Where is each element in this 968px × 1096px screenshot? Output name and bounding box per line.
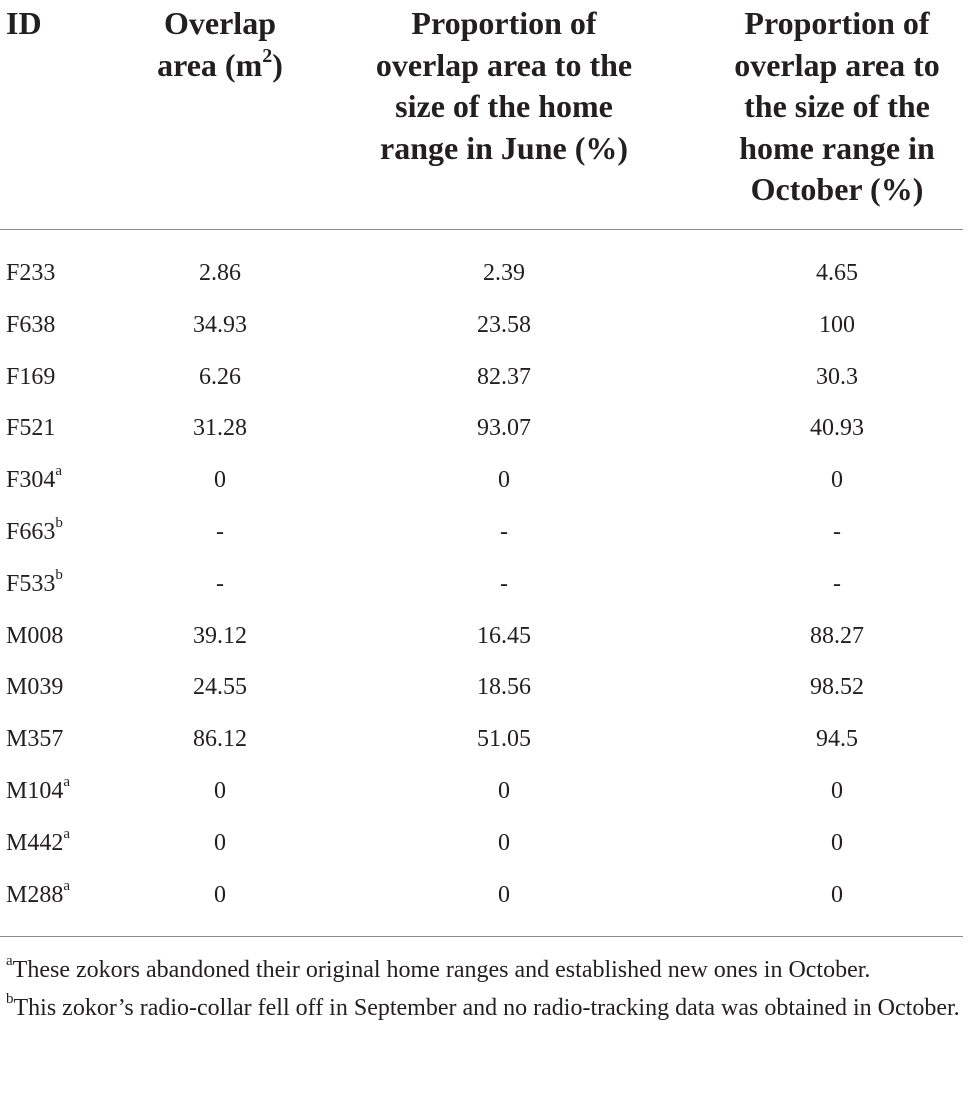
- table-row: [0, 818, 968, 870]
- cell-june-proportion: 0: [498, 881, 510, 908]
- cell-june-proportion: 2.39: [483, 260, 525, 286]
- header-june-line: Proportion of: [411, 5, 597, 41]
- cell-june-proportion: 18.56: [477, 674, 531, 701]
- cell-overlap-area: 39.12: [193, 622, 247, 649]
- cell-october-proportion: 30.3: [816, 363, 858, 390]
- cell-june-proportion: 0: [498, 467, 510, 494]
- header-overlap-area: [125, 3, 315, 86]
- cell-id: [6, 611, 63, 663]
- cell-june-proportion: -: [500, 570, 508, 597]
- header-october-proportion: [706, 3, 968, 211]
- cell-june-proportion: 82.37: [477, 363, 531, 390]
- cell-id-text: M288: [6, 881, 64, 908]
- cell-october-proportion: 94.5: [816, 726, 858, 753]
- cell-id: [6, 248, 55, 300]
- table-row: [0, 766, 968, 818]
- cell-october-proportion: 0: [831, 829, 843, 856]
- footnote-marker: b: [55, 514, 63, 531]
- header-october-line: overlap area to: [734, 46, 940, 83]
- cell-june-proportion: -: [500, 518, 508, 545]
- table-row: [0, 248, 968, 300]
- cell-id: [6, 507, 63, 559]
- header-october-line: Proportion of: [744, 5, 930, 41]
- cell-overlap-area: 0: [214, 829, 226, 856]
- footnote-text: These zokors abandoned their original home ranges and established new ones in October.: [12, 957, 871, 983]
- cell-october-proportion: -: [833, 570, 841, 597]
- header-june-line: overlap area to the: [375, 46, 633, 83]
- cell-id-text: M357: [6, 726, 64, 753]
- footnote-mark: a: [6, 953, 13, 969]
- cell-id: [6, 818, 70, 870]
- header-overlap-close: ): [272, 46, 283, 83]
- footnotes: [6, 952, 962, 1028]
- footnote: [6, 990, 962, 1026]
- cell-id-text: F304: [6, 467, 56, 494]
- cell-october-proportion: 100: [819, 311, 855, 338]
- cell-id-text: F638: [6, 311, 56, 338]
- cell-october-proportion: 40.93: [810, 415, 864, 442]
- cell-october-proportion: 4.65: [816, 260, 858, 286]
- cell-overlap-area: 31.28: [193, 415, 247, 442]
- cell-overlap-area: 0: [214, 777, 226, 804]
- cell-october-proportion: 0: [831, 881, 843, 908]
- table-row: [0, 403, 968, 455]
- footnote-text: This zokor’s radio-collar fell off in September and no radio-tracking data was obtained in October.: [13, 995, 960, 1021]
- cell-june-proportion: 51.05: [477, 726, 531, 753]
- cell-overlap-area: 2.86: [199, 260, 241, 286]
- cell-id-text: F663: [6, 518, 56, 545]
- footnote-marker: a: [63, 773, 71, 790]
- cell-overlap-area: 6.26: [199, 363, 241, 390]
- table-row: [0, 559, 968, 611]
- footnote-mark: b: [6, 991, 14, 1007]
- cell-id-text: F233: [6, 260, 56, 286]
- footnote-marker: a: [63, 825, 71, 842]
- cell-id: [6, 714, 63, 766]
- cell-id: [6, 662, 63, 714]
- table-row: [0, 300, 968, 352]
- cell-id: [6, 455, 62, 507]
- cell-id-text: M442: [6, 829, 64, 856]
- cell-id: [6, 300, 55, 352]
- table-row: [0, 455, 968, 507]
- table-header: [0, 0, 968, 226]
- cell-overlap-area: 34.93: [193, 311, 247, 338]
- cell-id-text: F521: [6, 415, 56, 442]
- header-divider: [0, 229, 963, 230]
- cell-id-text: F533: [6, 570, 56, 597]
- cell-id-text: M008: [6, 622, 64, 649]
- cell-overlap-area: -: [216, 518, 224, 545]
- footnote: [6, 952, 962, 988]
- cell-overlap-area: 24.55: [193, 674, 247, 701]
- header-overlap-line-2: [125, 45, 315, 87]
- table-row: [0, 611, 968, 663]
- header-overlap-unit-sup: 2: [262, 44, 273, 67]
- cell-october-proportion: 0: [831, 777, 843, 804]
- cell-october-proportion: 0: [831, 467, 843, 494]
- cell-overlap-area: 0: [214, 467, 226, 494]
- cell-june-proportion: 93.07: [477, 415, 531, 442]
- header-october-line: the size of the: [744, 88, 930, 124]
- header-overlap-line-1: Overlap: [164, 5, 276, 41]
- cell-id: [6, 870, 70, 922]
- table-row: [0, 352, 968, 404]
- footnote-marker: a: [55, 463, 63, 480]
- cell-id: [6, 403, 55, 455]
- table-bottom-divider: [0, 936, 963, 937]
- cell-june-proportion: 0: [498, 829, 510, 856]
- cell-overlap-area: -: [216, 570, 224, 597]
- table-row: [0, 662, 968, 714]
- header-october-line: home range in: [739, 129, 935, 166]
- header-id: ID: [6, 5, 42, 41]
- cell-id: [6, 766, 70, 818]
- cell-october-proportion: 98.52: [810, 674, 864, 701]
- cell-overlap-area: 86.12: [193, 726, 247, 753]
- cell-id: [6, 352, 55, 404]
- header-june-line: range in June (%): [380, 129, 628, 166]
- header-june-line: size of the home: [395, 88, 613, 124]
- cell-id: [6, 559, 63, 611]
- cell-june-proportion: 0: [498, 777, 510, 804]
- table-body: [0, 248, 968, 921]
- cell-june-proportion: 23.58: [477, 311, 531, 338]
- cell-id-text: M039: [6, 674, 64, 701]
- table-row: [0, 870, 968, 922]
- table-row: [0, 714, 968, 766]
- cell-october-proportion: -: [833, 518, 841, 545]
- header-overlap-text: area (m: [157, 46, 263, 83]
- cell-overlap-area: 0: [214, 881, 226, 908]
- cell-id-text: F169: [6, 363, 56, 390]
- header-october-line: October (%): [750, 171, 924, 207]
- cell-id-text: M104: [6, 777, 64, 804]
- footnote-marker: a: [63, 877, 71, 894]
- footnote-marker: b: [55, 566, 63, 583]
- cell-june-proportion: 16.45: [477, 622, 531, 649]
- cell-october-proportion: 88.27: [810, 622, 864, 649]
- header-june-proportion: [346, 3, 662, 169]
- table-row: [0, 507, 968, 559]
